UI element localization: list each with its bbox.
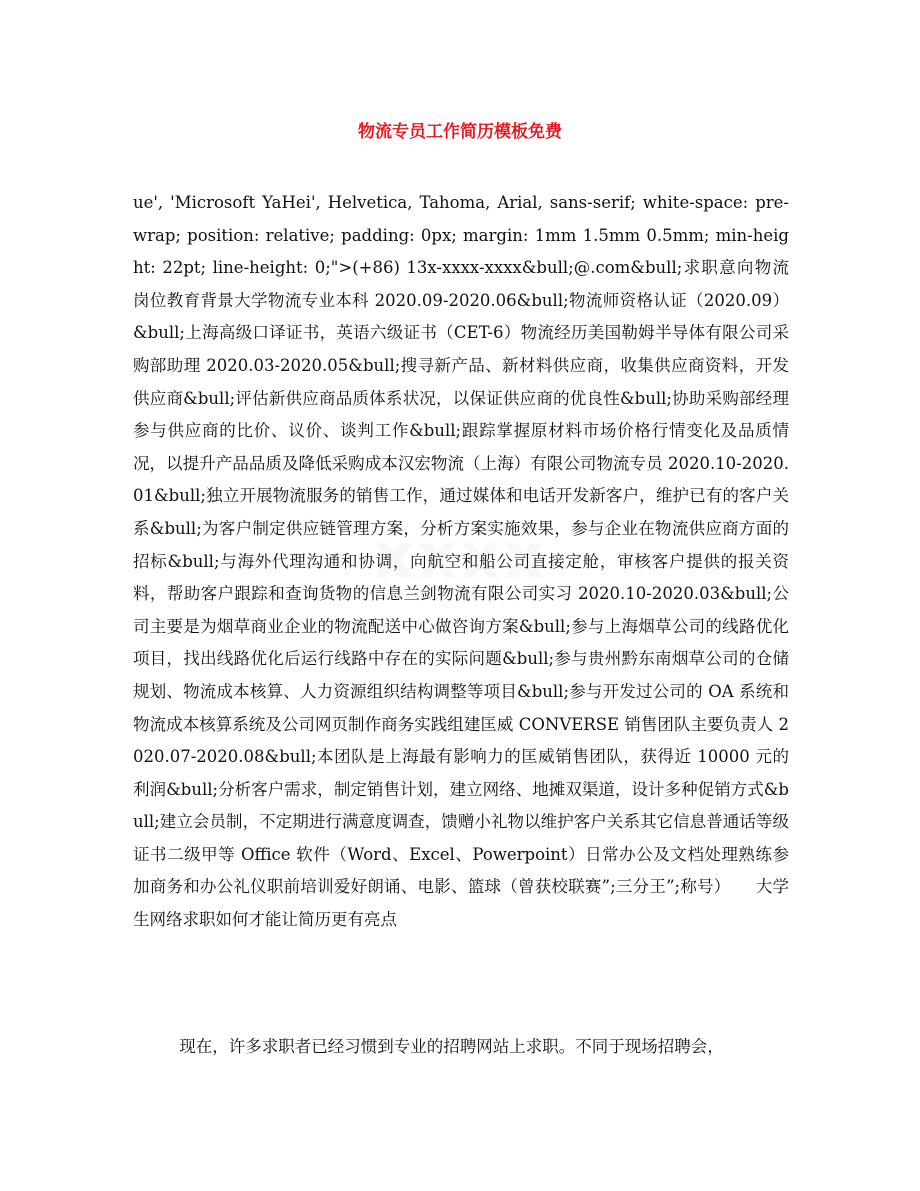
document-title: 物流专员工作简历模板免费 <box>358 122 562 142</box>
watermark: xxxx <box>373 520 547 594</box>
resume-body-text: ue', 'Microsoft YaHei', Helvetica, Tahoma, Arial, sans-serif; white-space: pre-wrap; position: relative; padding: 0px; margin: 1mm 1.5mm 0.5mm; min-height: 22pt; line-height: 0;">(+86) 13x-xxxx-xxxx&bull;@.com&bull;求职意向物流岗位教育背景大学物流专业本科 2020.09-2020.06&bull;物流师资格认证（2020.09）&bull;上海高级口译证书，英语六级证书（CET-6）物流经历美国勒姆半导体有限公司采购部助理 2020.03-2020.05&bull;搜寻新产品、新材料供应商，收集供应商资料，开发供应商&bull;评估新供应商品质体系状况，以保证供应商的优良性&bull;协助采购部经理参与供应商的比价、议价、谈判工作&bull;跟踪掌握原材料市场价格行情变化及品质情况，以提升产品品质及降低采购成本汉宏物流（上海）有限公司物流专员 2020.10-2020.01&bull;独立开展物流服务的销售工作，通过媒体和电话开发新客户，维护已有的客户关系&bull;为客户制定供应链管理方案，分析方案实施效果，参与企业在物流供应商方面的招标&bull;与海外代理沟通和协调，向航空和船公司直接定舱，审核客户提供的报关资料，帮助客户跟踪和查询货物的信息兰剑物流有限公司实习 2020.10-2020.03&bull;公司主要是为烟草商业企业的物流配送中心做咨询方案&bull;参与上海烟草公司的线路优化项目，找出线路优化后运行线路中存在的实际问题&bull;参与贵州黔东南烟草公司的仓储规划、物流成本核算、人力资源组织结构调整等项目&bull;参与开发过公司的 OA 系统和物流成本核算系统及公司网页制作商务实践组建匡威 CONVERSE 销售团队主要负责人 2020.07-2020.08&bull;本团队是上海最有影响力的匡威销售团队，获得近 10000 元的利润&bull;分析客户需求，制定销售计划，建立网络、地摊双渠道，设计多种促销方式&bull;建立会员制，不定期进行满意度调查，馈赠小礼物以维护客户关系其它信息普通话等级证书二级甲等 Office 软件（Word、Excel、Powerpoint）日常办公及文档处理熟练参加商务和办公礼仪职前培训爱好朗诵、电影、篮球（曾获校联赛”;三分王”;称号） 大学生网络求职如何才能让简历更有亮点 <box>133 193 789 930</box>
intro-paragraph: 现在，许多求职者已经习惯到专业的招聘网站上求职。不同于现场招聘会， <box>179 1037 724 1056</box>
